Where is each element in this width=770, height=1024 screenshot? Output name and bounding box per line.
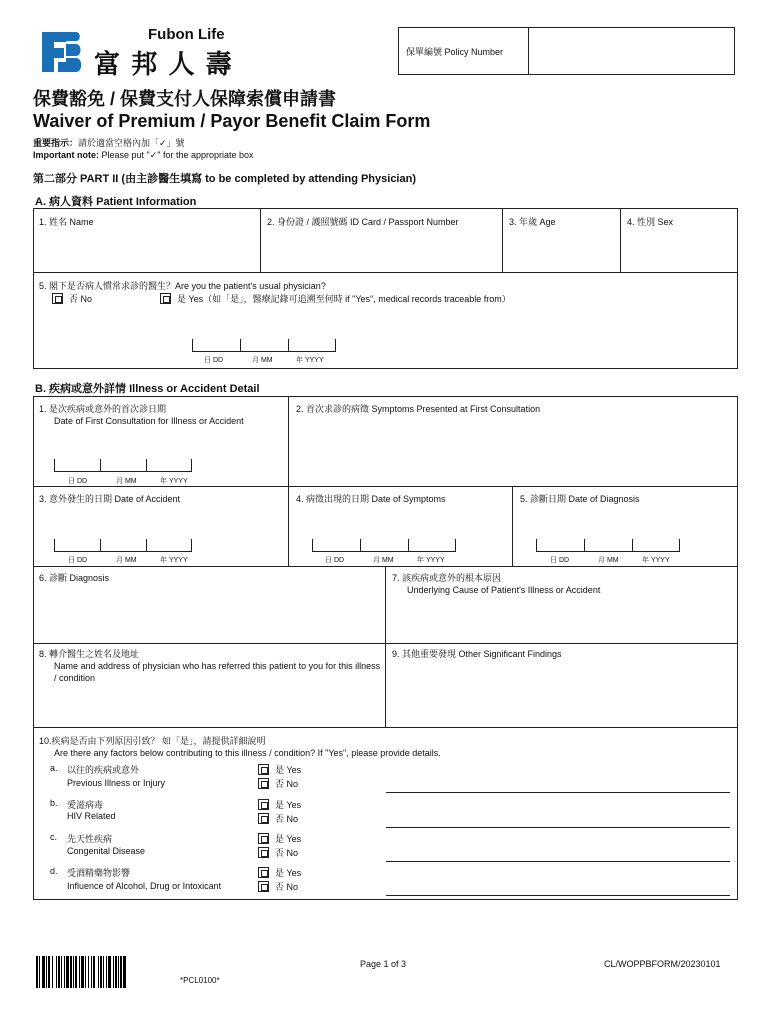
factor-a-details-line[interactable]	[386, 792, 730, 793]
page-number: Page 1 of 3	[360, 959, 407, 969]
note-zh: 重要指示：請於適當空格內加「✓」號	[33, 138, 185, 148]
factor-a-zh: 以往的疾病或意外	[67, 765, 140, 775]
factor-c-no: 否 No	[258, 846, 298, 859]
usual-physician-no: 否 No	[52, 292, 92, 305]
factor-a-letter: a.	[50, 763, 58, 773]
logo-en: Fubon Life	[148, 26, 225, 43]
factor-d-en: Influence of Alcohol, Drug or Intoxicant	[67, 881, 222, 891]
part-title: 第二部分 PART II (由主診醫生填寫 to be completed by attending Physician)	[33, 173, 416, 185]
underlying-cause-label: 7. 該疾病或意外的根本原因	[392, 573, 502, 583]
factor-d-zh: 受酒精藥物影響	[67, 868, 131, 878]
usual-physician-yes-checkbox[interactable]	[160, 293, 171, 304]
date-accident-input[interactable]	[54, 540, 192, 552]
field-sex-input[interactable]	[622, 228, 736, 270]
date-traceable-labels: 日 DD 月 MM 年 YYYY	[204, 357, 324, 364]
note-en: Important note: Please put "✓" for the appropriate box	[33, 150, 254, 160]
factor-a-yes: 是 Yes	[258, 763, 301, 776]
referring-physician-input[interactable]	[35, 686, 383, 725]
field-name-label: 1. 姓名 Name	[39, 217, 94, 227]
symptoms-first-label: 2. 首次求診的病徵 Symptoms Presented at First Consultation	[296, 404, 541, 414]
factor-b-zh: 愛滋病毒	[67, 800, 104, 810]
date-first-consultation-input[interactable]	[54, 460, 192, 472]
field-id-input[interactable]	[262, 228, 500, 270]
diagnosis-label: 6. 診斷 Diagnosis	[39, 573, 110, 583]
barcode	[36, 956, 178, 988]
form-code: CL/WOPPBFORM/20230101	[604, 959, 721, 969]
factor-d-details-line[interactable]	[386, 895, 730, 896]
date-accident-label: 3. 意外發生的日期 Date of Accident	[39, 494, 181, 504]
factor-b-letter: b.	[50, 798, 58, 808]
factor-c-yes-checkbox[interactable]	[258, 833, 269, 844]
field-age-label: 3. 年歲 Age	[509, 217, 556, 227]
factor-c-yes: 是 Yes	[258, 832, 301, 845]
factor-b-yes-checkbox[interactable]	[258, 799, 269, 810]
policy-number-input[interactable]	[530, 29, 733, 73]
factor-a-no-checkbox[interactable]	[258, 778, 269, 789]
factor-a-en: Previous Illness or Injury	[67, 778, 166, 788]
factor-d-no: 否 No	[258, 880, 298, 893]
field-name-input[interactable]	[35, 228, 258, 270]
referring-physician-label-en: Name and address of physician who has referred this patient to you for this illness / condition	[54, 661, 381, 683]
title-zh: 保費豁免 / 保費支付人保障索償申請書	[33, 89, 337, 109]
factors-question: 10.疾病是否由下列原因引致？ 如「是」，請提供詳細說明	[39, 736, 266, 746]
other-findings-label: 9. 其他重要發現 Other Significant Findings	[392, 649, 562, 659]
referring-physician-label: 8. 轉介醫生之姓名及地址	[39, 649, 140, 659]
factor-d-no-checkbox[interactable]	[258, 881, 269, 892]
date-symptoms-label: 4. 病徵出現的日期 Date of Symptoms	[296, 494, 446, 504]
diagnosis-input[interactable]	[35, 584, 383, 641]
underlying-cause-label-en: Underlying Cause of Patient's Illness or Accident	[407, 585, 601, 595]
symptoms-first-input[interactable]	[290, 416, 736, 484]
factor-b-yes: 是 Yes	[258, 798, 301, 811]
factor-b-no-checkbox[interactable]	[258, 813, 269, 824]
factors-question-en: Are there any factors below contributing to this illness / condition? If "Yes", please provide details.	[54, 748, 441, 758]
factor-d-letter: d.	[50, 866, 58, 876]
fubon-logo-icon	[36, 28, 84, 76]
underlying-cause-input[interactable]	[387, 598, 736, 641]
title-en: Waiver of Premium / Payor Benefit Claim Form	[33, 111, 431, 131]
date-diagnosis-label: 5. 診斷日期 Date of Diagnosis	[520, 494, 640, 504]
factor-c-zh: 先天性疾病	[67, 834, 113, 844]
factor-c-letter: c.	[50, 832, 58, 842]
factor-b-no: 否 No	[258, 812, 298, 825]
factor-d-yes-checkbox[interactable]	[258, 867, 269, 878]
barcode-text: *PCL0100*	[180, 976, 220, 985]
factor-d-yes: 是 Yes	[258, 866, 301, 879]
date-diagnosis-input[interactable]	[536, 540, 680, 552]
date-first-consultation-labels: 日 DD 月 MM 年 YYYY	[68, 478, 188, 485]
factor-b-en: HIV Related	[67, 811, 116, 821]
factor-b-details-line[interactable]	[386, 827, 730, 828]
factor-c-no-checkbox[interactable]	[258, 847, 269, 858]
date-symptoms-input[interactable]	[312, 540, 456, 552]
date-diagnosis-labels: 日 DD 月 MM 年 YYYY	[550, 557, 670, 564]
date-symptoms-labels: 日 DD 月 MM 年 YYYY	[325, 557, 445, 564]
usual-physician-yes: 是 Yes（如「是」，醫療記錄可追溯至何時 if "Yes", medical records traceable from）	[160, 292, 511, 305]
section-a-title: A. 病人資料 Patient Information	[35, 196, 197, 208]
first-consultation-label-en: Date of First Consultation for Illness or Accident	[54, 416, 244, 426]
field-sex-label: 4. 性別 Sex	[627, 217, 674, 227]
logo-zh: 富 邦 人 壽	[94, 49, 234, 79]
factor-a-no: 否 No	[258, 777, 298, 790]
other-findings-input[interactable]	[387, 660, 736, 725]
date-traceable-input[interactable]	[192, 340, 336, 352]
usual-physician-question: 5. 閣下是否病人慣常求診的醫生？Are you the patient's usual physician?	[39, 281, 326, 291]
field-id-label: 2. 身份證 / 護照號碼 ID Card / Passport Number	[267, 217, 459, 227]
date-accident-labels: 日 DD 月 MM 年 YYYY	[68, 557, 188, 564]
usual-physician-no-checkbox[interactable]	[52, 293, 63, 304]
factor-c-details-line[interactable]	[386, 861, 730, 862]
section-b-title: B. 疾病或意外詳情 Illness or Accident Detail	[35, 383, 260, 395]
first-consultation-label: 1. 是次疾病或意外的首次診日期	[39, 404, 167, 414]
field-age-input[interactable]	[504, 228, 618, 270]
factor-a-yes-checkbox[interactable]	[258, 764, 269, 775]
factor-c-en: Congenital Disease	[67, 846, 146, 856]
company-logo	[36, 28, 256, 78]
policy-number-label: 保單編號 Policy Number	[406, 47, 504, 57]
